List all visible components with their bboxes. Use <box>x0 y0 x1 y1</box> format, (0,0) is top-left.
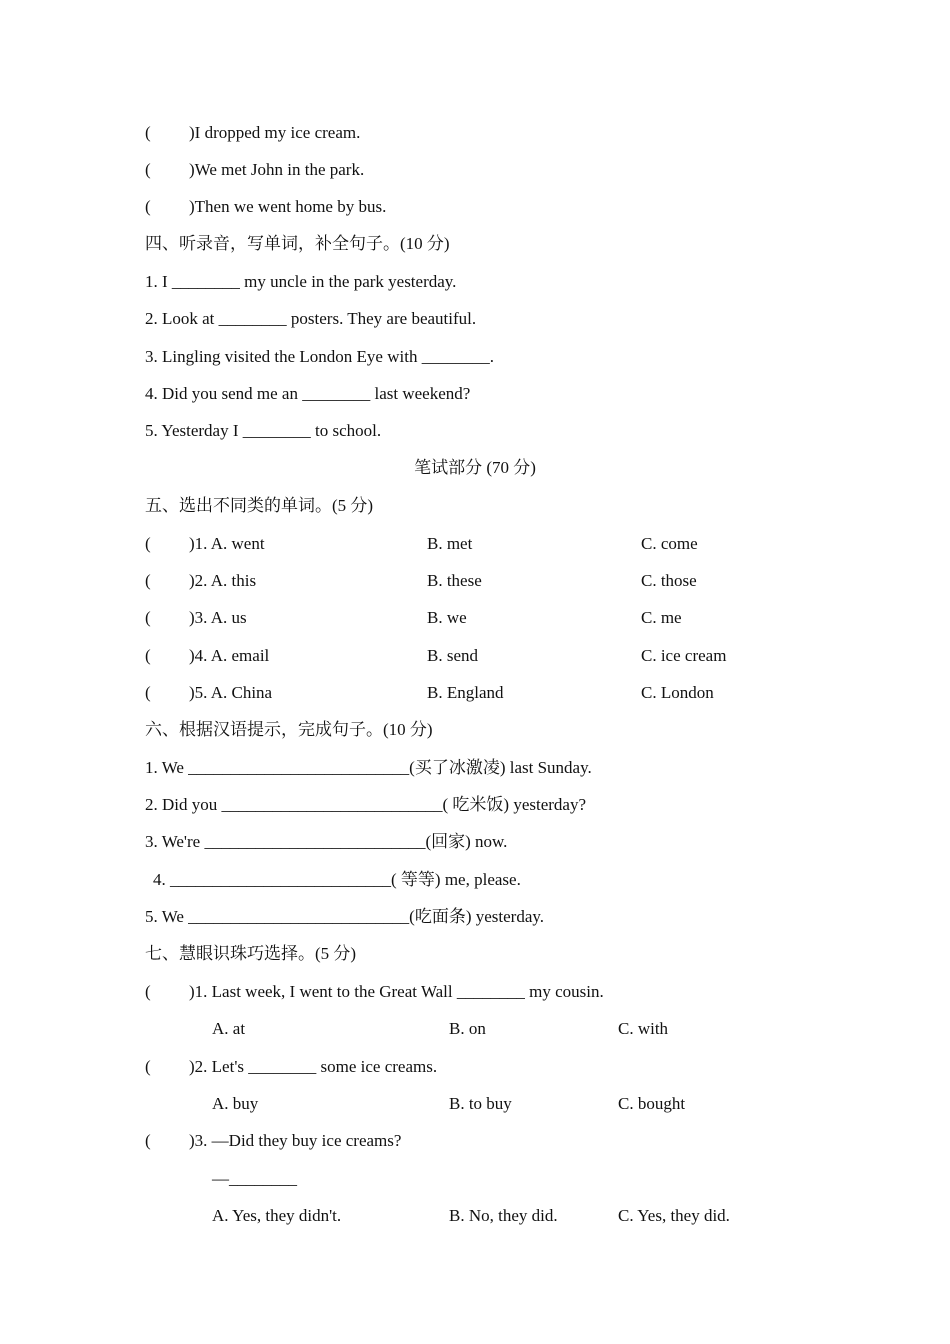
answer-bracket[interactable]: ( <box>145 1057 151 1076</box>
mc-question <box>145 1131 401 1151</box>
row-text: )Then we went home by bus. <box>189 197 387 216</box>
option-c: C. those <box>641 571 697 590</box>
fill-blank-item[interactable]: 3. Lingling visited the London Eye with ________. <box>145 347 494 366</box>
option-a: )2. A. this <box>189 571 257 590</box>
fill-blank-item[interactable]: 2. Look at ________ posters. They are beautiful. <box>145 309 477 328</box>
option-c: C. London <box>641 683 714 702</box>
sentence-completion-item[interactable]: 4. __________________________( 等等) me, please. <box>153 870 521 889</box>
choice-row <box>145 571 256 591</box>
fill-blank-item[interactable]: 5. Yesterday I ________ to school. <box>145 421 382 440</box>
option-a: A. at <box>212 1019 246 1038</box>
section-7-heading: 七、慧眼识珠巧选择。(5 分) <box>145 944 357 963</box>
section-6-heading: 六、根据汉语提示，完成句子。(10 分) <box>145 720 433 739</box>
option-a: )1. A. went <box>189 534 265 553</box>
sentence-completion-item[interactable]: 2. Did you __________________________( 吃米饭) yesterday? <box>145 795 587 814</box>
answer-bracket[interactable]: ( <box>145 982 151 1001</box>
question-stem: )1. Last week, I went to the Great Wall ________ my cousin. <box>189 982 604 1001</box>
written-part-title: 笔试部分 (70 分) <box>414 458 536 477</box>
answer-bracket[interactable]: ( <box>145 534 151 553</box>
option-b: B. we <box>427 608 467 627</box>
option-b: B. on <box>449 1019 486 1038</box>
choice-row <box>145 683 272 703</box>
answer-bracket[interactable]: ( <box>145 608 151 627</box>
answer-bracket[interactable]: ( <box>145 1131 151 1150</box>
option-a: A. buy <box>212 1094 259 1113</box>
option-c: C. ice cream <box>641 646 727 665</box>
ordering-row <box>145 160 364 180</box>
answer-bracket[interactable]: ( <box>145 197 151 216</box>
option-c: C. come <box>641 534 698 553</box>
option-c: C. with <box>618 1019 669 1038</box>
choice-row <box>145 646 269 666</box>
choice-row <box>145 608 247 628</box>
option-b: B. England <box>427 683 504 702</box>
mc-question <box>145 982 604 1002</box>
sentence-completion-item[interactable]: 3. We're __________________________(回家) now. <box>145 832 508 851</box>
choice-row <box>145 534 265 554</box>
answer-bracket[interactable]: ( <box>145 646 151 665</box>
option-c: C. me <box>641 608 682 627</box>
answer-bracket[interactable]: ( <box>145 571 151 590</box>
question-stem: )3. —Did they buy ice creams? <box>189 1131 402 1150</box>
row-text: )We met John in the park. <box>189 160 365 179</box>
mc-question <box>145 1057 437 1077</box>
ordering-row <box>145 123 360 143</box>
option-c: C. Yes, they did. <box>618 1206 730 1225</box>
ordering-row <box>145 197 386 217</box>
option-b: B. these <box>427 571 482 590</box>
answer-bracket[interactable]: ( <box>145 123 151 142</box>
option-a: )4. A. email <box>189 646 270 665</box>
sentence-completion-item[interactable]: 5. We __________________________(吃面条) yesterday. <box>145 907 545 926</box>
option-a: )3. A. us <box>189 608 247 627</box>
row-text: )I dropped my ice cream. <box>189 123 361 142</box>
option-b: B. met <box>427 534 473 553</box>
option-c: C. bought <box>618 1094 686 1113</box>
option-a: )5. A. China <box>189 683 273 702</box>
answer-bracket[interactable]: ( <box>145 683 151 702</box>
fill-blank-item[interactable]: 1. I ________ my uncle in the park yesterday. <box>145 272 457 291</box>
answer-blank[interactable]: —________ <box>212 1169 297 1188</box>
answer-bracket[interactable]: ( <box>145 160 151 179</box>
fill-blank-item[interactable]: 4. Did you send me an ________ last weekend? <box>145 384 471 403</box>
option-b: B. No, they did. <box>449 1206 558 1225</box>
option-a: A. Yes, they didn't. <box>212 1206 342 1225</box>
section-5-heading: 五、选出不同类的单词。(5 分) <box>145 496 374 515</box>
option-b: B. to buy <box>449 1094 512 1113</box>
option-b: B. send <box>427 646 478 665</box>
question-stem: )2. Let's ________ some ice creams. <box>189 1057 438 1076</box>
section-4-heading: 四、听录音，写单词，补全句子。(10 分) <box>145 234 450 253</box>
sentence-completion-item[interactable]: 1. We __________________________(买了冰激凌) last Sunday. <box>145 758 592 777</box>
